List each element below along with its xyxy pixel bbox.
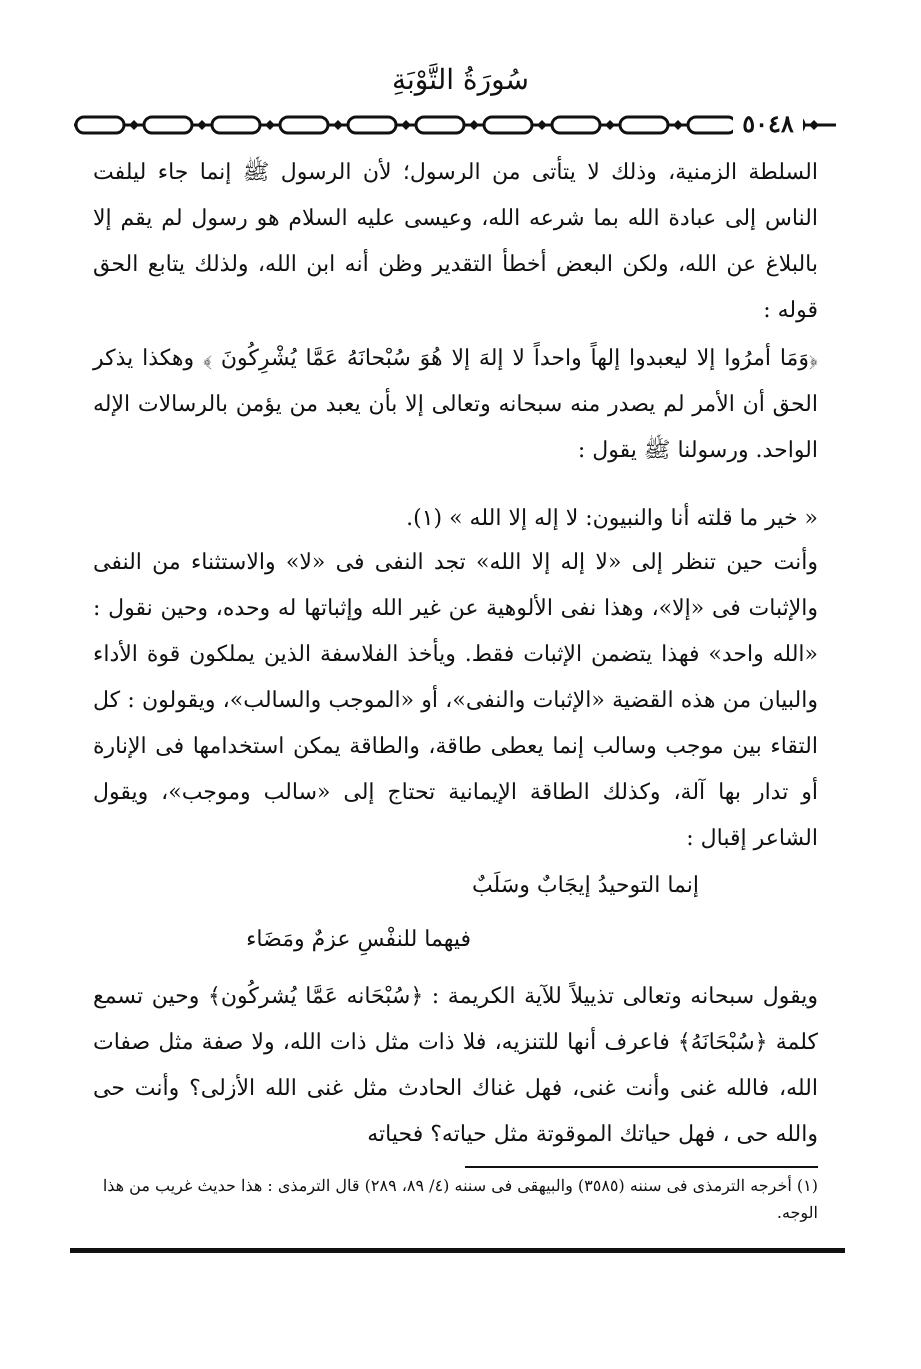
chain-link — [620, 117, 668, 133]
chain-link — [416, 117, 464, 133]
hadith-quote-text: « خير ما قلته أنا والنبيون: لا إله إلا الله » (١). — [406, 506, 818, 531]
poem-line-2: فيهما للنفْسِ عزمٌ ومَضَاء — [246, 927, 471, 952]
paragraph-1 — [93, 150, 818, 334]
chain-link — [348, 117, 396, 133]
paragraph-4 — [93, 540, 818, 862]
ornamental-chain-border — [70, 110, 840, 140]
chain-diamond — [129, 120, 139, 130]
paragraph-4-text: وأنت حين تنظر إلى «لا إله إلا الله» تجد النفى فى «لا» والاستثناء من النفى والإثبات فى «إلا»، وهذا نفى الألوهية عن غير الله وإثباتها له وحده، وحين نقول : «الله واحد» فهذا يتضمن الإثبات فقط. ويأخذ الفلاسفة الذين يملكون قوة الأداء والبيان من هذه القضية «الإثبات والنفى»، أو «الموجب والسالب»، ويقولون : كل التقاء بين موجب وسالب إنما يعطى طاقة، والطاقة يمكن استخدامها فى الإنارة أو تدار بها آلة، وكذلك الطاقة الإيمانية تحتاج إلى «سالب وموجب»، ويقول الشاعر إقبال : — [93, 550, 818, 851]
paragraph-2-text: ﴿وَمَا أمرُوا إلا ليعبدوا إلهاً واحداً لا إلهَ إلا هُوَ سُبْحانَهُ عَمَّا يُشْرِكُونَ ﴾ وهكذا يذكر الحق أن الأمر لم يصدر منه سبحانه وتعالى إلا بأن يعبد من يؤمن بالرسالات الإله الواحد. ورسولنا ﷺ يقول : — [93, 346, 818, 463]
surah-title: سُورَةُ التَّوْبَةِ — [391, 63, 530, 96]
paragraph-1-text: السلطة الزمنية، وذلك لا يتأتى من الرسول؛ لأن الرسول ﷺ إنما جاء ليلفت الناس إلى عبادة الله بما شرعه الله، وعيسى عليه السلام هو رسول لم يقم إلا بالبلاغ عن الله، ولكن البعض أخطأ التقدير وظن أنه ابن الله، ولذلك يتابع الحق قوله : — [93, 160, 818, 323]
chain-link — [280, 117, 328, 133]
chain-diamond — [673, 120, 683, 130]
chain-diamond — [809, 120, 819, 130]
chain-diamond — [469, 120, 479, 130]
paragraph-5-text: ويقول سبحانه وتعالى تذييلاً للآية الكريمة : ﴿سُبْحَانه عَمَّا يُشركُون﴾ وحين تسمع كلمة ﴿سُبْحَانَهُ﴾ فاعرف أنها للتنزيه، فلا ذات مثل ذات الله، ولا صفة مثل صفات الله، فالله غنى وأنت غنى، فهل غناك الحادث مثل غنى الله الأزلى؟ وأنت حى والله حى ، فهل حياتك الموقوتة مثل حياته؟ فحياته — [93, 984, 818, 1147]
chain-link — [484, 117, 532, 133]
page-number: ٥٠٤٨ — [733, 106, 803, 142]
chain-diamond — [333, 120, 343, 130]
chain-diamond — [537, 120, 547, 130]
chain-link — [688, 117, 736, 133]
chain-diamond — [197, 120, 207, 130]
chain-diamond — [605, 120, 615, 130]
chain-diamond — [265, 120, 275, 130]
paragraph-5 — [93, 974, 818, 1158]
chain-link — [552, 117, 600, 133]
chain-link — [144, 117, 192, 133]
chain-diamond — [401, 120, 411, 130]
footnote-separator — [465, 1166, 818, 1168]
bottom-rule — [70, 1248, 845, 1253]
quran-verse-paragraph — [93, 336, 818, 474]
chain-link — [212, 117, 260, 133]
footnote: (١) أخرجه الترمذى فى سننه (٣٥٨٥) والبيهقى فى سننه (٤/ ٨٩، ٢٨٩) قال الترمذى : هذا حديث غريب من هذا الوجه. — [102, 1176, 818, 1222]
chain-link — [76, 117, 124, 133]
poem-line-1: إنما التوحيدُ إيجَابٌ وسَلَبٌ — [471, 873, 699, 898]
hadith-quote — [93, 496, 818, 542]
